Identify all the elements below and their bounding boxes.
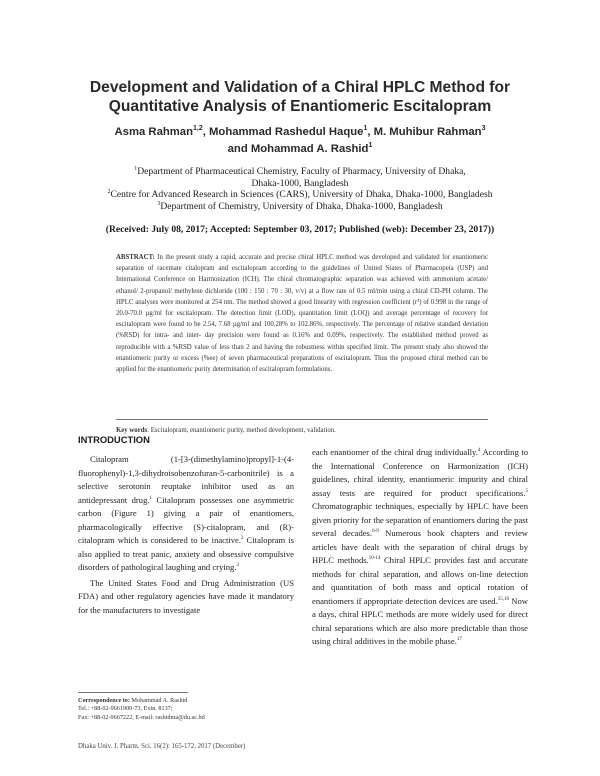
ref-17: 17 xyxy=(456,637,462,643)
author-1-sup: 1,2 xyxy=(193,125,203,133)
footnote-divider xyxy=(78,692,188,693)
author-4: and Mohammad A. Rashid xyxy=(227,143,369,155)
author-2: , Mohammad Rashedul Haque xyxy=(202,126,364,138)
paper-title xyxy=(60,78,540,116)
intro-text-1: Citalopram (1-[3-(dimethylamino)propyl]-1-(4-fluorophenyl)-1,3-dihydroisobenzofuran-5-carbonitrile) is a selective serotonin reuptake inhibitor used as an antidepressant drug. xyxy=(78,454,294,505)
affil-2: Centre for Advanced Research in Sciences (CARS), University of Dhaka, Dhaka-1000, Bangladesh xyxy=(110,189,493,201)
publication-dates: (Received: July 08, 2017; Accepted: September 03, 2017; Published (web): December 23, 2017)) xyxy=(105,224,495,235)
section-heading-introduction: INTRODUCTION xyxy=(78,434,150,445)
abstract xyxy=(116,252,488,375)
intro-text-r5: Chiral HPLC provides fast and accurate methods for chiral separation, and allows on-line detection and quantitation of both mass and optical rotation of enantiomers if appropriate detection devices are used. xyxy=(312,555,529,606)
keywords-text: : Escitalopram, enantiomeric purity, method development, validation. xyxy=(147,427,336,434)
author-3-sup: 3 xyxy=(481,125,486,133)
abstract-label: ABSTRACT: xyxy=(116,254,155,261)
title-line-2: Quantitative Analysis of Enantiomeric Escitalopram xyxy=(108,98,492,115)
ref-15-16: 15,16 xyxy=(497,596,509,602)
intro-text-r2: According to the International Conference on Harmonization (ICH) guidelines, chiral identity, enantiomeric impurity and chiral assay tests are required for product specifications. xyxy=(312,447,529,498)
correspondence-tel: Tel.: +88-02-9661900-73, Extn. 8137; xyxy=(78,705,173,713)
intro-text-r6: Now a days, chiral HPLC methods are more widely used for direct chiral separations which are also more predictable than those using chiral additives in the mobile phase. xyxy=(312,595,528,646)
intro-paragraph-2: The United States Food and Drug Administration (US FDA) and other regulatory agencies have made it mandatory for the manufacturers to investigate xyxy=(78,577,294,615)
affil-2-sup: 2 xyxy=(107,189,111,195)
affil-3-sup: 3 xyxy=(157,200,161,207)
intro-paragraph-3 xyxy=(312,446,528,649)
affil-3: Department of Chemistry, University of Dhaka, Dhaka-1000, Bangladesh xyxy=(160,200,443,212)
ref-1: 1 xyxy=(149,495,153,501)
ref-2: 2 xyxy=(241,536,244,542)
ref-3: 3 xyxy=(236,563,239,569)
correspondence-name: Mohammad A. Rashid xyxy=(129,697,188,704)
keywords xyxy=(116,427,488,434)
intro-text-r3: Chromatographic techniques, especially by HPLC have been given priority for the separation of enantiomers during the past several decades. xyxy=(312,501,528,538)
ref-5: 5 xyxy=(525,488,528,494)
intro-text-r1: each enantiomer of the chiral drug individually. xyxy=(312,447,478,457)
correspondence-label: Correspondence to: xyxy=(78,697,130,704)
journal-footer: Dhaka Univ. J. Pharm. Sci. 16(2): 165-172, 2017 (December) xyxy=(78,743,246,750)
keywords-label: Key words xyxy=(116,427,148,434)
intro-text-2: Citalopram possesses one asymmetric carbon (Figure 1) giving a pair of enantiomers, pharmacologically effective (S)-citalopram, and (R)-citalopram which is considered to be inactive. xyxy=(78,494,294,545)
ref-4: 4 xyxy=(477,448,481,454)
author-3: , M. Muhibur Rahman xyxy=(367,126,482,138)
intro-text-3: Citalopram is also applied to treat panic, anxiety and obsessive compulsive disorders of pathological laughing and crying. xyxy=(78,535,294,572)
ref-6-9: 6-9 xyxy=(372,529,379,535)
intro-text-r4: Numerous book chapters and review articles have dealt with the separation of chiral drugs by HPLC methods. xyxy=(312,528,529,565)
abstract-text: In the present study a rapid, accurate and precise chiral HPLC method was developed and validated for enantiomeric separation of racemate citalopram and escitalopram according to the guidelines of United States of Pharmacopeia (USP) and International Conference on Harmonization (ICH). The chiral chromatographic separation was achieved with ammonium acetate/ ethanol/ 2-propanol/ methylene dichloride (100 : 150 : 70 : 30, v/v) at a flow rate of 0.5 ml/min using a chiral CD-PH column. The HPLC analyses were monitored at 254 nm. The method showed a good linearity with regression coefficient (r²) of 0.998 in the range of 20.0-70.0 µg/ml for escitalopram. The detection limit (LOD), quantitation limit (LOQ) and average percentage of recovery for escitalopram were found to be 2.54, 7.68 µg/ml and 100.28% to 102.86%, respectively. The percentage of relative standard deviation (%RSD) for intra- and inter- day precision were found as 0.16% and 0.09%, respectively. The established method proved as reproducible with a %RSD value of less than 2 and having the robustness within specified limit. The present study also showed the enantiomeric purity or excess (%ee) of seven pharmaceutical preparations of escitalopram. Thus the proposed chiral method can be applied for the enantiomeric purity determination of escitalopram formulations. xyxy=(116,254,488,374)
affil-1-line-1: Department of Pharmaceutical Chemistry, Faculty of Pharmacy, University of Dhaka, xyxy=(137,166,466,177)
abstract-divider-top xyxy=(116,419,488,420)
author-4-sup: 1 xyxy=(368,142,373,150)
correspondence-fax: Fax: +88-02-9667222, E-mail: rashidma@du.ac.bd xyxy=(78,713,205,721)
affil-1-line-2: Dhaka-1000, Bangladesh xyxy=(251,177,349,189)
ref-10-14: 10-14 xyxy=(368,556,381,562)
intro-paragraph-1 xyxy=(78,453,294,575)
author-2-sup: 1 xyxy=(363,125,368,133)
left-column xyxy=(78,453,294,617)
author-1: Asma Rahman xyxy=(114,126,193,138)
title-line-1: Development and Validation of a Chiral HPLC Method for xyxy=(89,79,511,96)
author-list xyxy=(60,124,540,158)
correspondence-block xyxy=(78,697,294,722)
right-column xyxy=(312,446,528,649)
affil-1-sup: 1 xyxy=(134,165,138,172)
affiliations xyxy=(60,166,540,212)
